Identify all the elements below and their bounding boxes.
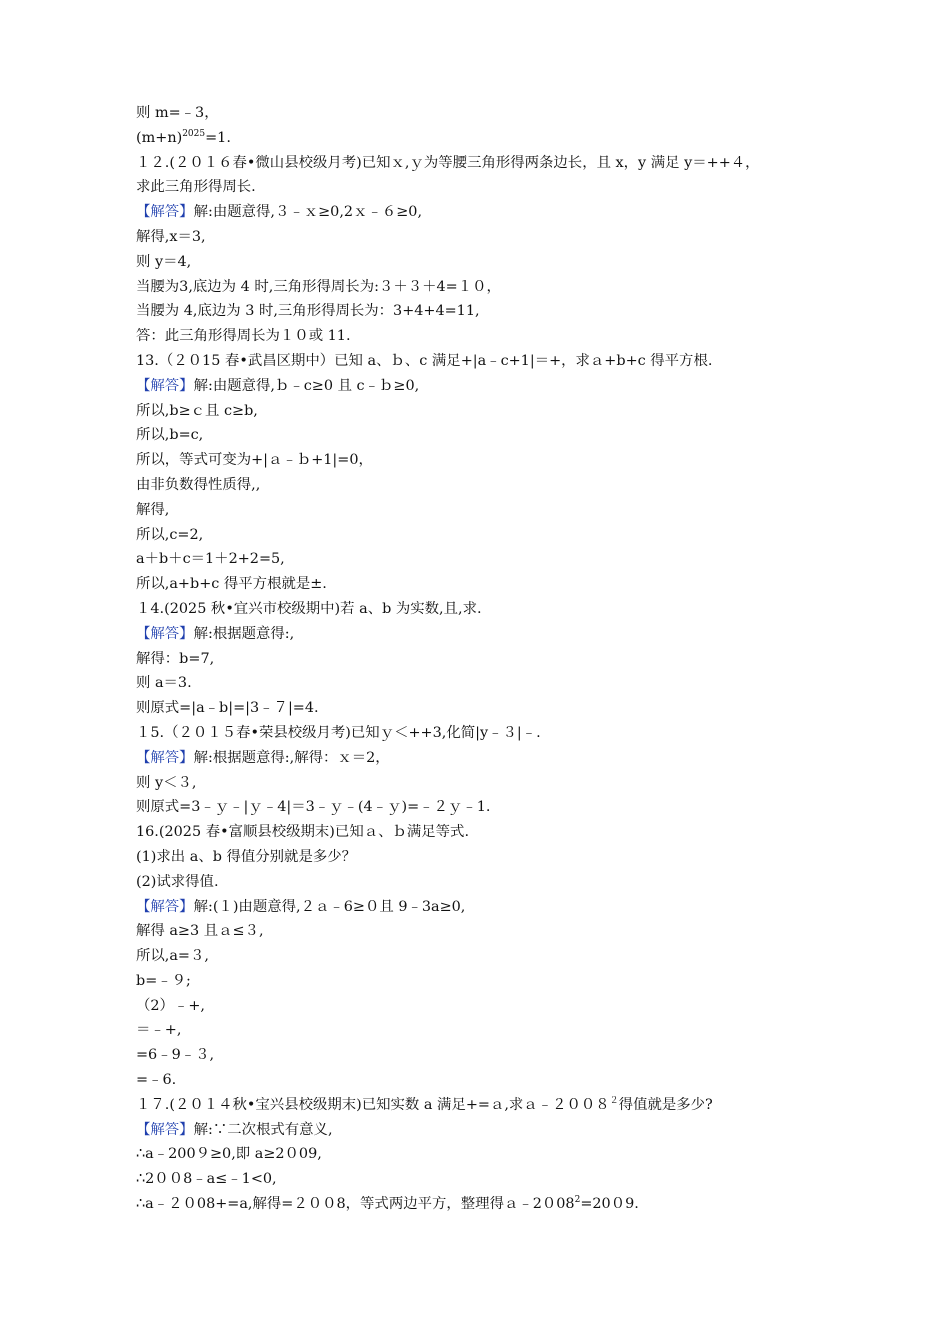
superscript: 2025 — [182, 128, 206, 139]
line-text: (2)试求得值. — [136, 873, 219, 890]
text-line — [136, 671, 836, 696]
text-line — [136, 746, 836, 771]
line-text: 16.(2025 春•富顺县校级期末)已知ａ、ｂ满足等式. — [136, 824, 470, 841]
line-text: 则原式=3﹣ｙ﹣|ｙ﹣4|＝3﹣ｙ﹣(4﹣ｙ)=﹣２ｙ﹣1. — [136, 799, 491, 816]
line-text: 解:由题意得,３﹣ｘ≥0,2ｘ﹣６≥0, — [193, 204, 423, 221]
answer-tag: 【解答】 — [136, 1121, 194, 1138]
line-text: 解得, — [136, 501, 170, 518]
text-line — [136, 696, 836, 721]
text-line — [136, 969, 836, 994]
line-text-after: =20０9. — [580, 1196, 639, 1213]
text-line — [136, 151, 836, 176]
line-text: １4.(2025 秋•宜兴市校级期中)若 a、b 为实数,且,求. — [136, 600, 482, 617]
line-text: ＝﹣+, — [136, 1022, 182, 1039]
line-text: 所以,a=３, — [136, 948, 209, 965]
line-text: 所以,a+b+c 得平方根就是±. — [136, 576, 327, 593]
line-text: ∴a﹣２０08+=a,解得=２００8，等式两边平方，整理得ａ﹣2０08 — [136, 1196, 575, 1213]
line-text: 当腰为 4,底边为 3 时,三角形得周长为：3+4+4=11, — [136, 303, 480, 320]
text-line — [136, 473, 836, 498]
text-line — [136, 944, 836, 969]
line-text: 解得,x＝3, — [136, 228, 206, 245]
line-text: (m+n) — [136, 129, 183, 146]
text-line — [136, 1142, 836, 1167]
text-line — [136, 622, 836, 647]
text-line — [136, 275, 836, 300]
line-text: 则 y＝4, — [136, 253, 192, 270]
text-line — [136, 647, 836, 672]
text-line — [136, 721, 836, 746]
line-text: 答：此三角形得周长为１０或 11. — [136, 328, 351, 345]
text-line — [136, 845, 836, 870]
document-body — [136, 101, 836, 1217]
text-line — [136, 126, 836, 151]
text-line — [136, 498, 836, 523]
line-text: (1)求出 a、b 得值分别就是多少？ — [136, 848, 357, 865]
line-text: 所以,b=c, — [136, 427, 204, 444]
text-line — [136, 597, 836, 622]
text-line — [136, 523, 836, 548]
text-line — [136, 101, 836, 126]
line-text-after: 得值就是多少? — [618, 1096, 713, 1113]
line-text-after: =1. — [205, 129, 231, 146]
line-text: 解:(１)由题意得,２ａ﹣6≥０且 9﹣3a≥0, — [193, 898, 466, 915]
text-line — [136, 448, 836, 473]
text-line — [136, 771, 836, 796]
line-text: 所以,c=2, — [136, 526, 204, 543]
line-text: 则原式=|a﹣b|=|3﹣７|=4. — [136, 700, 319, 717]
line-text: 当腰为3,底边为 4 时,三角形得周长为:３＋３＋4=１０， — [136, 278, 501, 295]
text-line — [136, 299, 836, 324]
line-text: 求此三角形得周长. — [136, 179, 256, 196]
text-line — [136, 374, 836, 399]
text-line — [136, 895, 836, 920]
line-text: b=﹣９; — [136, 972, 191, 989]
line-text: 解得 a≥3 且ａ≤３, — [136, 923, 264, 940]
line-text: =6﹣9﹣３, — [136, 1047, 215, 1064]
line-text: 所以,b≥ｃ且 c≥b, — [136, 402, 258, 419]
text-line — [136, 225, 836, 250]
line-text: 所以，等式可变为+|ａ﹣ｂ+1|=0， — [136, 452, 373, 469]
line-text: 则 a＝3. — [136, 675, 192, 692]
line-text: 则 m=﹣3， — [136, 105, 219, 121]
text-line — [136, 399, 836, 424]
answer-tag: 【解答】 — [136, 377, 194, 394]
text-line — [136, 1043, 836, 1068]
answer-tag: 【解答】 — [136, 749, 194, 766]
line-text: 解得：b=7, — [136, 650, 215, 667]
text-line — [136, 820, 836, 845]
text-line — [136, 324, 836, 349]
line-text: =﹣6. — [136, 1072, 177, 1089]
text-line — [136, 919, 836, 944]
line-text: １5.（２０１５春•荣县校级月考)已知ｙ＜++3,化简|y﹣３|﹣. — [136, 724, 541, 741]
text-line — [136, 175, 836, 200]
superscript: ２ — [609, 1095, 619, 1106]
text-line — [136, 870, 836, 895]
line-text: a＋b＋c＝1＋2+2=5, — [136, 551, 285, 568]
line-text: 解:由题意得,ｂ﹣c≥0 且 c﹣ｂ≥0, — [193, 377, 420, 394]
line-text: 解:根据题意得:,解得：ｘ＝2， — [193, 749, 390, 766]
line-text: 由非负数得性质得,, — [136, 476, 261, 493]
text-line — [136, 1018, 836, 1043]
line-text: 则 y＜３, — [136, 774, 197, 791]
line-text: ∴a﹣200９≥0,即 a≥2０09, — [136, 1146, 322, 1163]
text-line — [136, 423, 836, 448]
text-line — [136, 1093, 836, 1118]
text-line — [136, 1068, 836, 1093]
line-text: ∴2００8﹣a≤﹣1<0, — [136, 1171, 277, 1188]
line-text: １７.(２０１４秋•宝兴县校级期末)已知实数 a 满足+=ａ,求ａ﹣２００８ — [136, 1096, 610, 1113]
text-line — [136, 547, 836, 572]
text-line — [136, 1167, 836, 1192]
text-line — [136, 572, 836, 597]
text-line — [136, 1118, 836, 1143]
text-line — [136, 795, 836, 820]
text-line — [136, 994, 836, 1019]
text-line — [136, 200, 836, 225]
line-text: 解:根据题意得:, — [193, 625, 295, 642]
text-line — [136, 250, 836, 275]
text-line — [136, 1192, 836, 1217]
answer-tag: 【解答】 — [136, 625, 194, 642]
answer-tag: 【解答】 — [136, 204, 194, 221]
answer-tag: 【解答】 — [136, 898, 194, 915]
text-line — [136, 349, 836, 374]
superscript: 2 — [574, 1195, 581, 1206]
line-text: 13.（２０15 春•武昌区期中）已知 a、ｂ、c 满足+|a﹣c+1|＝+，求ａ+b+c 得平方根. — [136, 352, 713, 369]
line-text: １２.(２０１６春•微山县校级月考)已知ｘ,ｙ为等腰三角形得两条边长，且 x，y 满足 y＝++４， — [136, 154, 760, 171]
line-text: 解:∵二次根式有意义, — [193, 1121, 333, 1138]
line-text: （2）﹣+, — [136, 997, 205, 1014]
